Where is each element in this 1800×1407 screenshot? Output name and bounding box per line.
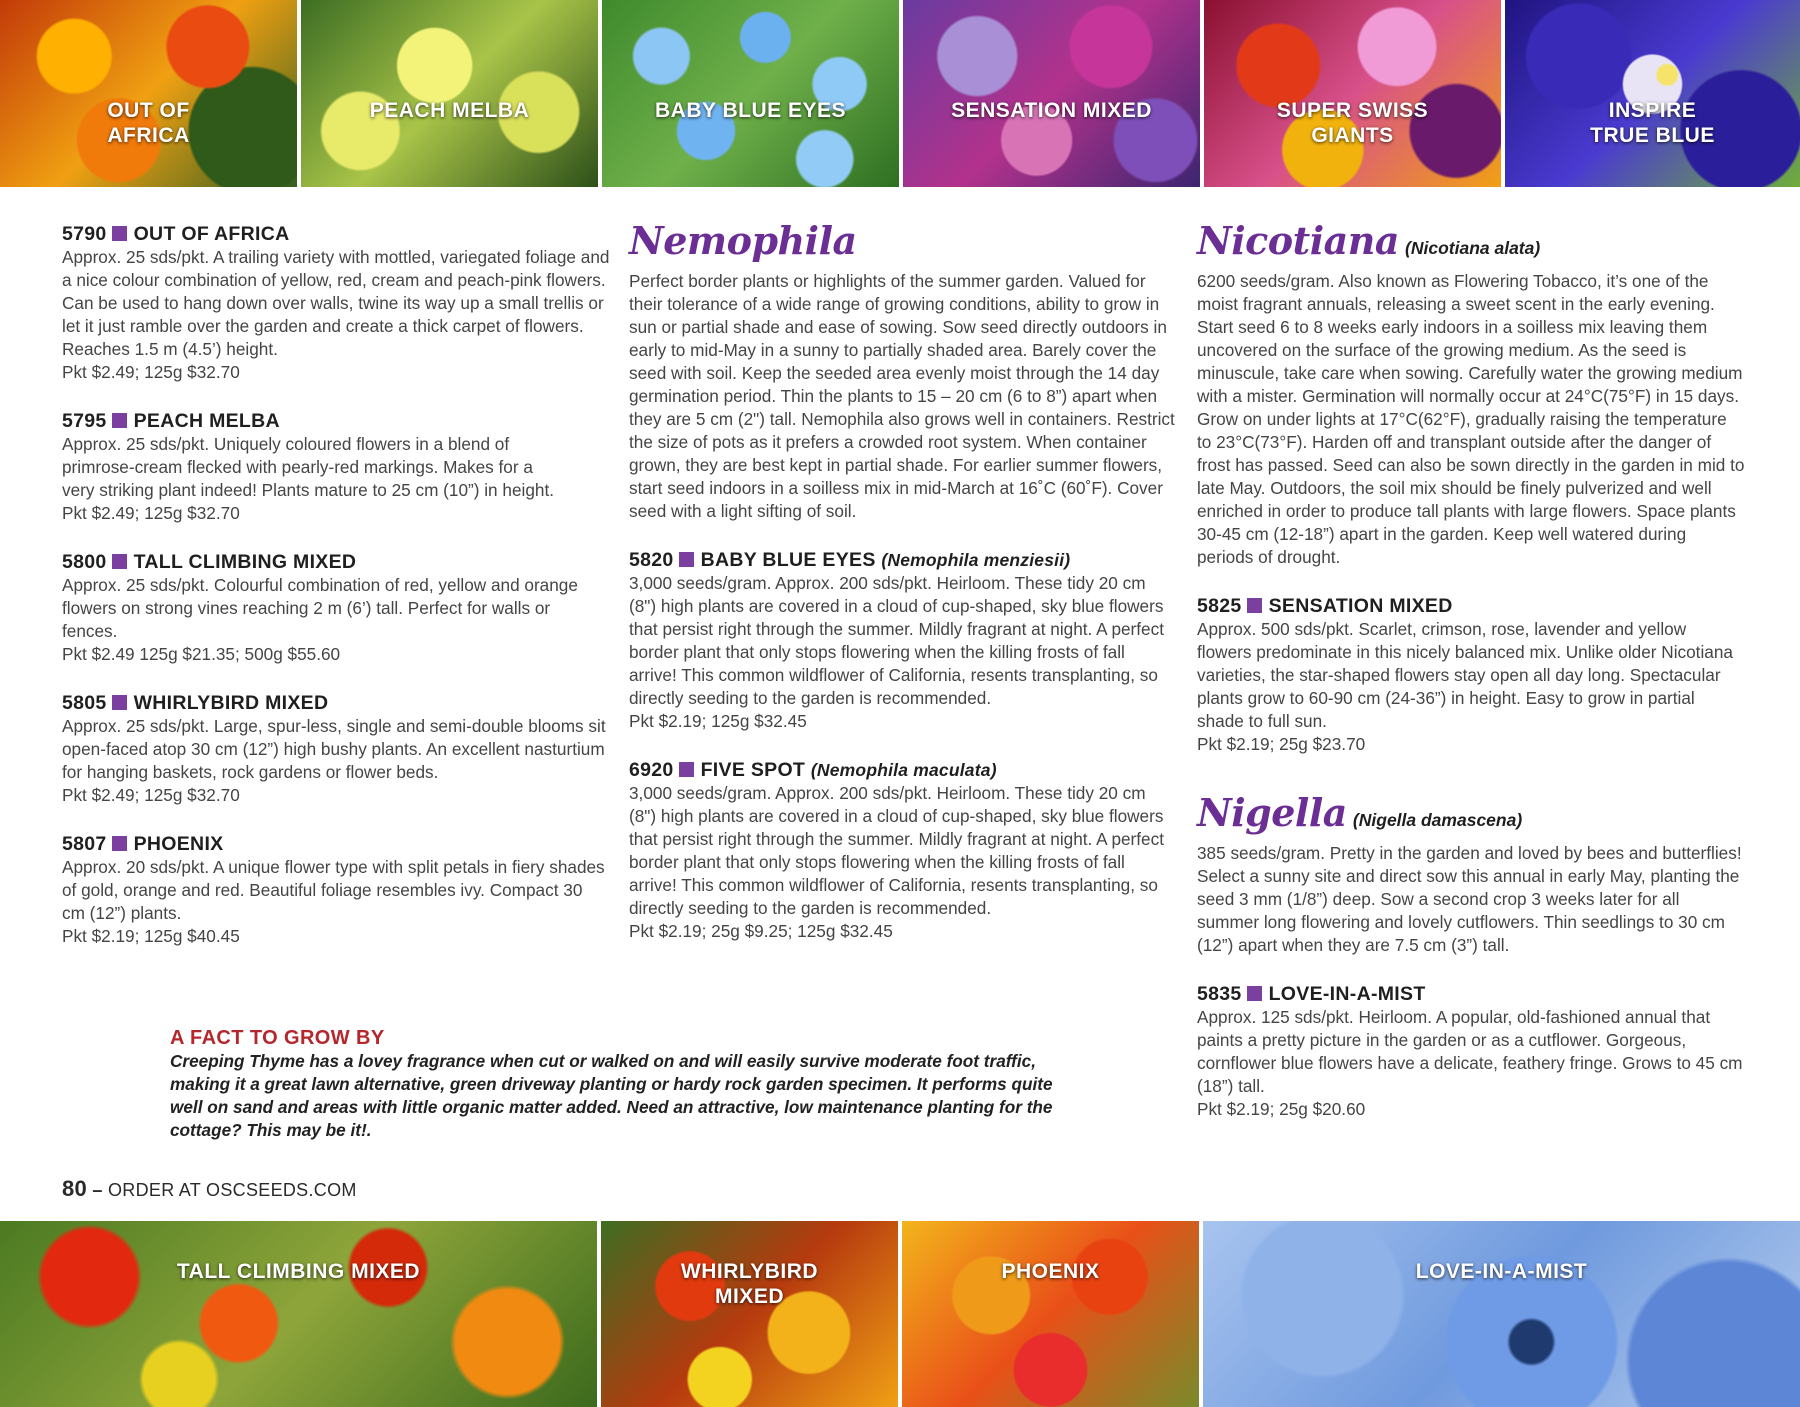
item-name: PEACH MELBA: [133, 410, 280, 432]
catalog-entry: [62, 222, 610, 384]
item-name: BABY BLUE EYES: [700, 549, 876, 571]
genus-intro: 6200 seeds/gram. Also known as Flowering Tobacco, it’s one of the moist fragrant annuals, releasing a sweet scent in the early evening. Start seed 6 to 8 weeks early indoors in a soilless mix leaving them uncovered on the surface of the growing medium. As the seed is minuscule, take care when sowing. Carefully water the growing medium with a mister. Germination will normally occur at 24°C(75°F) in 15 days. Grow on under lights at 17°C(62°F), gradually raising the temperature to 23°C(73°F). Harden off and transplant outside after the danger of frost has passed. Seed can also be sown directly in the garden in mid to late May. Outdoors, the soil mix should be finely pulverized and well enriched in order to produce tall plants with large flowers. Space plants 30-45 cm (12-18”) apart in the garden. Keep well watered during periods of drought.: [1197, 271, 1745, 567]
photo-whirlybird-mixed: [601, 1221, 898, 1407]
catalog-entry: [62, 832, 610, 948]
entry-price: Pkt $2.19; 125g $40.45: [62, 926, 240, 946]
page-number: 80: [62, 1176, 88, 1201]
entry-title: [62, 832, 610, 856]
entry-price: Pkt $2.49; 125g $32.70: [62, 362, 240, 382]
photo-baby-blue-eyes: [602, 0, 899, 187]
photo-caption: TALL CLIMBING MIXED: [176, 1260, 421, 1283]
item-name: PHOENIX: [133, 833, 224, 855]
item-code: 5790: [62, 223, 107, 245]
item-code: 5820: [629, 549, 674, 571]
genus-title: Nemophila: [629, 218, 857, 263]
photo-inspire-true-blue: [1505, 0, 1800, 187]
entry-title: [62, 550, 610, 574]
photo-out-of-africa: [0, 0, 297, 187]
fact-to-grow-by: [170, 1026, 1070, 1142]
entry-title: [1197, 594, 1745, 618]
genus-title: Nicotiana: [1197, 218, 1400, 263]
top-photo-strip: [0, 0, 1800, 187]
photo-love-in-a-mist: [1203, 1221, 1800, 1407]
item-name: TALL CLIMBING MIXED: [133, 551, 357, 573]
item-name: SENSATION MIXED: [1268, 595, 1453, 617]
photo-caption: SENSATION MIXED: [951, 99, 1152, 122]
catalog-entry: [629, 758, 1177, 943]
entry-title: [1197, 982, 1745, 1006]
purple-square-icon: [112, 695, 127, 710]
column-nemophila: [629, 218, 1177, 968]
entry-title: [62, 691, 610, 715]
entry-description: Approx. 500 sds/pkt. Scarlet, crimson, rose, lavender and yellow flowers predominate in this nicely balanced mix. Unlike older Nicotiana varieties, the star-shaped flowers stay open all day long. Spectacular plants grow to 60-90 cm (24-36”) in height. Easy to grow in partial shade to full sun.: [1197, 619, 1733, 731]
item-name: WHIRLYBIRD MIXED: [133, 692, 329, 714]
item-code: 5795: [62, 410, 107, 432]
purple-square-icon: [112, 554, 127, 569]
entry-price: Pkt $2.49; 125g $32.70: [62, 503, 240, 523]
entry-price: Pkt $2.19; 25g $20.60: [1197, 1099, 1366, 1119]
purple-square-icon: [679, 552, 694, 567]
photo-caption: LOVE-IN-A-MIST: [1415, 1260, 1588, 1283]
genus-title: Nigella: [1197, 790, 1347, 835]
photo-caption: PHOENIX: [1001, 1260, 1100, 1283]
item-latin-name: (Nemophila menziesii): [881, 550, 1071, 570]
purple-square-icon: [112, 226, 127, 241]
item-latin-name: (Nemophila maculata): [810, 760, 997, 780]
item-code: 5807: [62, 833, 107, 855]
catalog-entry: [1197, 982, 1745, 1121]
entry-title: [62, 409, 610, 433]
photo-caption: WHIRLYBIRD MIXED: [680, 1260, 819, 1308]
photo-tall-climbing-mixed: [0, 1221, 597, 1407]
entry-description: Approx. 20 sds/pkt. A unique flower type with split petals in fiery shades of gold, orange and red. Beautiful foliage resembles ivy. Compact 30 cm (12”) plants.: [62, 857, 605, 923]
entry-description: Approx. 25 sds/pkt. Colourful combination of red, yellow and orange flowers on strong vines reaching 2 m (6’) tall. Perfect for walls or fences.: [62, 575, 578, 641]
entry-price: Pkt $2.49 125g $21.35; 500g $55.60: [62, 644, 341, 664]
genus-heading: [629, 218, 1177, 264]
photo-caption: INSPIRE TRUE BLUE: [1590, 99, 1715, 147]
photo-super-swiss-giants: [1204, 0, 1501, 187]
purple-square-icon: [112, 413, 127, 428]
column-nicotiana-nigella: [1197, 218, 1745, 1146]
genus-latin-name: (Nigella damascena): [1352, 810, 1523, 830]
catalog-entry: [62, 409, 610, 525]
fact-title: A FACT TO GROW BY: [170, 1027, 385, 1049]
entry-title: [629, 548, 1177, 572]
entry-description: 3,000 seeds/gram. Approx. 200 sds/pkt. Heirloom. These tidy 20 cm (8") high plants are covered in a cloud of cup-shaped, sky blue flowers that persist right through the summer. Mildly fragrant at night. A perfect border plant that only stops flowering when the killing frosts of fall arrive! This common wildflower of California, resents transplanting, so directly seeding to the garden is recommended.: [629, 783, 1164, 918]
genus-intro: Perfect border plants or highlights of the summer garden. Valued for their tolerance of a wide range of growing conditions, ability to grow in sun or partial shade and ease of sowing. Sow seed directly outdoors in early to mid-May in a sunny to partially shaded area. Barely cover the seed with soil. Keep the seeded area evenly moist through the 14 day germination period. Thin the plants to 15 – 20 cm (6 to 8”) apart when they are 5 cm (2") tall. Nemophila also grows well in containers. Restrict the size of pots as it prefers a crowded root system. When container grown, they are best kept in partial shade. For earlier summer flowers, start seed indoors in a soilless mix in mid-March at 16˚C (60˚F). Cover seed with a light sifting of soil.: [629, 271, 1175, 521]
photo-caption: OUT OF AFRICA: [107, 99, 190, 147]
purple-square-icon: [1247, 598, 1262, 613]
item-code: 5800: [62, 551, 107, 573]
genus-heading: [1197, 790, 1745, 836]
item-name: FIVE SPOT: [700, 759, 806, 781]
entry-title: [62, 222, 610, 246]
purple-square-icon: [1247, 986, 1262, 1001]
item-code: 5835: [1197, 983, 1242, 1005]
item-code: 6920: [629, 759, 674, 781]
item-name: OUT OF AFRICA: [133, 223, 290, 245]
page-footer: [62, 1176, 357, 1202]
purple-square-icon: [679, 762, 694, 777]
photo-phoenix: [902, 1221, 1199, 1407]
genus-intro: 385 seeds/gram. Pretty in the garden and loved by bees and butterflies! Select a sunny site and direct sow this annual in early May, planting the seed 3 mm (1/8”) deep. Sow a second crop 3 weeks later for all summer long flowering and lovely cutflowers. Thin seedlings to 30 cm (12”) apart when they are 7.5 cm (3”) tall.: [1197, 843, 1742, 955]
catalog-entry: [62, 550, 610, 666]
entry-title: [629, 758, 1177, 782]
entry-description: Approx. 25 sds/pkt. A trailing variety with mottled, variegated foliage and a nice colour combination of yellow, red, cream and peach-pink flowers. Can be used to hang down over walls, twine its way up a small trellis or let it just ramble over the garden and create a thick carpet of flowers. Reaches 1.5 m (4.5’) height.: [62, 247, 610, 359]
catalog-entry: [629, 548, 1177, 733]
entry-price: Pkt $2.19; 25g $23.70: [1197, 734, 1366, 754]
entry-price: Pkt $2.19; 125g $32.45: [629, 711, 807, 731]
fact-body: Creeping Thyme has a lovey fragrance when cut or walked on and will easily survive moderate foot traffic, making it a great lawn alternative, green driveway planting or hardy rock garden specimen. It performs quite well on sand and areas with little organic matter added. Need an attractive, low maintenance planting for the cottage? This may be it!.: [170, 1051, 1053, 1140]
photo-caption: PEACH MELBA: [369, 99, 530, 122]
footer-link-text[interactable]: ORDER AT OSCSEEDS.COM: [108, 1180, 357, 1200]
purple-square-icon: [112, 836, 127, 851]
genus-heading: [1197, 218, 1745, 264]
photo-peach-melba: [301, 0, 598, 187]
entry-description: 3,000 seeds/gram. Approx. 200 sds/pkt. Heirloom. These tidy 20 cm (8") high plants are covered in a cloud of cup-shaped, sky blue flowers that persist right through the summer. Mildly fragrant at night. A perfect border plant that only stops flowering when the killing frosts of fall arrive! This common wildflower of California, resents transplanting, so directly seeding to the garden is recommended.: [629, 573, 1164, 708]
catalog-entry: [1197, 594, 1745, 756]
genus-latin-name: (Nicotiana alata): [1405, 238, 1541, 258]
entry-description: Approx. 25 sds/pkt. Uniquely coloured flowers in a blend of primrose-cream flecked with pearly-red markings. Makes for a very striking plant indeed! Plants mature to 25 cm (10”) in height.: [62, 434, 554, 500]
item-code: 5805: [62, 692, 107, 714]
footer-separator: –: [87, 1180, 108, 1200]
catalog-entry: [62, 691, 610, 807]
entry-description: Approx. 25 sds/pkt. Large, spur-less, single and semi-double blooms sit open-faced atop 30 cm (12”) high bushy plants. An excellent nasturtium for hanging baskets, rock gardens or flower beds.: [62, 716, 606, 782]
item-code: 5825: [1197, 595, 1242, 617]
item-name: LOVE-IN-A-MIST: [1268, 983, 1426, 1005]
column-nasturtium: [62, 222, 610, 973]
entry-price: Pkt $2.19; 25g $9.25; 125g $32.45: [629, 921, 893, 941]
photo-sensation-mixed: [903, 0, 1200, 187]
entry-price: Pkt $2.49; 125g $32.70: [62, 785, 240, 805]
entry-description: Approx. 125 sds/pkt. Heirloom. A popular, old-fashioned annual that paints a pretty picture in the garden or as a cutflower. Gorgeous, cornflower blue flowers have a delicate, feathery fringe. Grows to 45 cm (18”) tall.: [1197, 1007, 1743, 1096]
photo-caption: BABY BLUE EYES: [655, 99, 846, 122]
photo-caption: SUPER SWISS GIANTS: [1276, 99, 1429, 147]
bottom-photo-strip: [0, 1221, 1800, 1407]
